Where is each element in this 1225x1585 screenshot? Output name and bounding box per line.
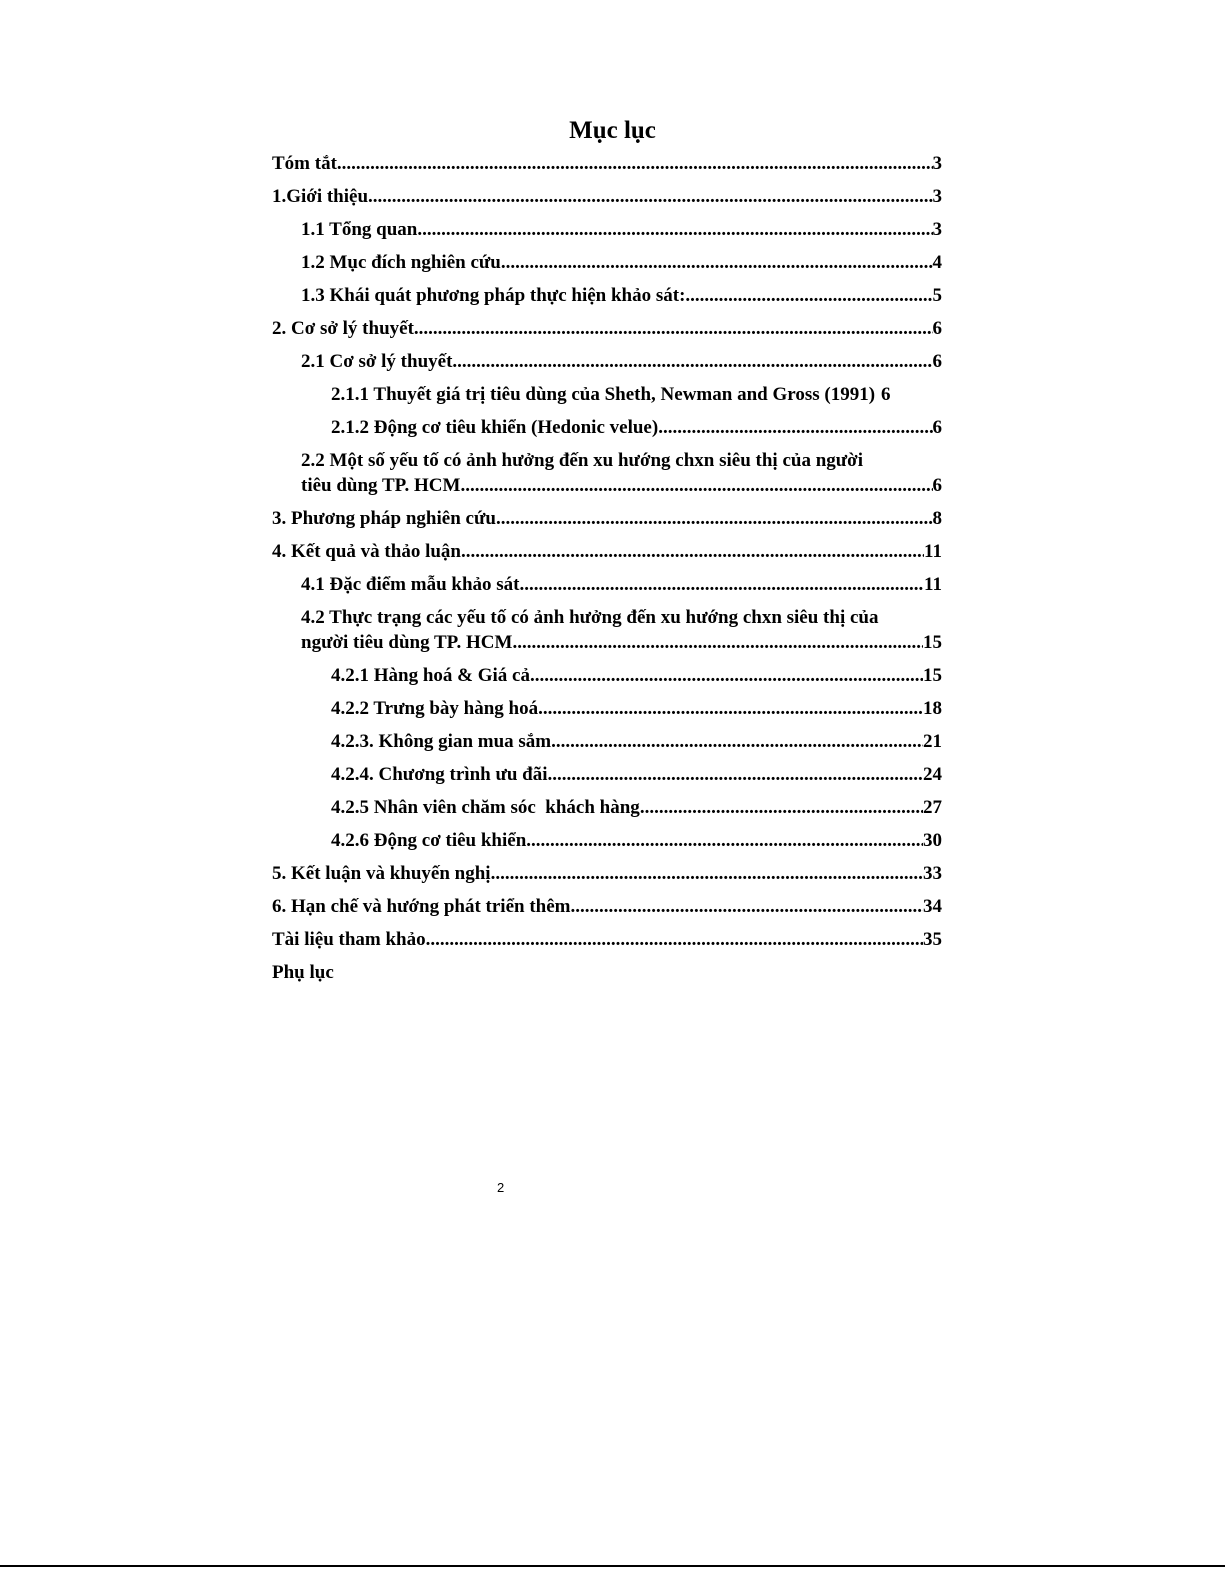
toc-entry-text: Phụ lục	[272, 962, 334, 983]
toc-page-number: 33	[923, 863, 942, 884]
toc-entry-text: 1.3 Khái quát phương pháp thực hiện khảo sát:	[301, 285, 686, 306]
toc-leader-dots	[460, 473, 932, 498]
toc-page-number: 24	[923, 764, 942, 785]
toc-page-number: 15	[923, 665, 942, 686]
toc-leader-dots	[426, 927, 923, 952]
toc-page-number: 6	[932, 318, 942, 339]
toc-page-number: 3	[932, 153, 942, 174]
toc-entry-hang-hoa-gia-ca[interactable]	[272, 663, 942, 688]
toc-entry-text: 4.2.2 Trưng bày hàng hoá	[331, 698, 539, 719]
toc-entry-text: 4. Kết quả và thảo luận	[272, 541, 461, 562]
toc-entry-text: 2. Cơ sở lý thuyết	[272, 318, 414, 339]
toc-entry-text: 1.1 Tổng quan	[301, 219, 418, 240]
toc-entry-thuc-trang[interactable]	[272, 605, 942, 655]
toc-leader-dots	[512, 630, 923, 655]
toc-entry-phu-luc[interactable]	[272, 960, 942, 985]
toc-entry-text: 1.2 Mục đích nghiên cứu	[301, 252, 501, 273]
toc-leader-dots	[520, 572, 925, 597]
toc-entry-dong-co-tieu-khien-2[interactable]	[272, 828, 942, 853]
toc-leader-dots	[452, 349, 932, 374]
page-bottom-border	[0, 1565, 1225, 1567]
toc-entry-text: Tóm tắt	[272, 153, 337, 174]
toc-page-number: 4	[932, 252, 942, 273]
toc-page-number: 5	[932, 285, 942, 306]
toc-entry-trung-bay[interactable]	[272, 696, 942, 721]
toc-page-number: 18	[923, 698, 942, 719]
toc-leader-dots	[571, 894, 924, 919]
toc-leader-dots	[417, 217, 932, 242]
toc-entry-gioi-thieu[interactable]	[272, 184, 942, 209]
toc-leader-dots	[640, 795, 923, 820]
toc-entry-text: 6. Hạn chế và hướng phát triển thêm	[272, 896, 571, 917]
toc-entry-tom-tat[interactable]	[272, 151, 942, 176]
table-of-contents	[272, 151, 942, 993]
toc-entry-text: 2.1.2 Động cơ tiêu khiển (Hedonic velue)	[331, 417, 659, 438]
toc-leader-dots	[496, 506, 933, 531]
toc-page-number: 3	[932, 219, 942, 240]
toc-entry-phuong-phap[interactable]	[272, 506, 942, 531]
toc-entry-text: 4.2 Thực trạng các yếu tố có ảnh hưởng đến xu hướng chxn siêu thị của	[301, 607, 879, 628]
toc-page-number: 6	[881, 384, 891, 405]
toc-leader-dots	[551, 729, 923, 754]
toc-page-number: 15	[923, 632, 942, 653]
toc-leader-dots	[414, 316, 933, 341]
toc-entry-text: 4.2.5 Nhân viên chăm sóc khách hàng	[331, 797, 640, 818]
toc-entry-dong-co-tieu-khien[interactable]	[272, 415, 942, 440]
toc-entry-text: 4.2.1 Hàng hoá & Giá cả	[331, 665, 530, 686]
toc-entry-text: 5. Kết luận và khuyến nghị	[272, 863, 491, 884]
toc-entry-co-so-ly-thuyet-sub[interactable]	[272, 349, 942, 374]
toc-leader-dots	[548, 762, 923, 787]
toc-entry-mot-so-yeu-to[interactable]	[272, 448, 942, 498]
toc-page-number: 30	[923, 830, 942, 851]
toc-page-number: 11	[924, 541, 942, 562]
toc-entry-tai-lieu[interactable]	[272, 927, 942, 952]
toc-page-number: 27	[923, 797, 942, 818]
toc-entry-text: 4.2.6 Động cơ tiêu khiển	[331, 830, 527, 851]
toc-page-number: 8	[932, 508, 942, 529]
toc-entry-text: 2.2 Một số yếu tố có ảnh hưởng đến xu hướng chxn siêu thị của người	[301, 450, 863, 471]
toc-leader-dots	[530, 663, 923, 688]
toc-entry-muc-dich[interactable]	[272, 250, 942, 275]
toc-leader-dots	[368, 184, 932, 209]
toc-entry-text: Tài liệu tham khảo	[272, 929, 426, 950]
toc-page-number: 6	[932, 417, 942, 438]
toc-entry-ket-luan[interactable]	[272, 861, 942, 886]
toc-entry-thuyet-gia-tri[interactable]	[272, 382, 942, 407]
toc-page-number: 35	[923, 929, 942, 950]
toc-entry-co-so-ly-thuyet[interactable]	[272, 316, 942, 341]
toc-leader-dots	[658, 415, 932, 440]
toc-leader-dots	[491, 861, 923, 886]
toc-page-number: 34	[923, 896, 942, 917]
toc-entry-ket-qua[interactable]	[272, 539, 942, 564]
toc-entry-text-continued: tiêu dùng TP. HCM	[301, 475, 461, 496]
toc-leader-dots	[337, 151, 933, 176]
toc-leader-dots	[501, 250, 933, 275]
toc-entry-tong-quan[interactable]	[272, 217, 942, 242]
toc-entry-text: 2.1 Cơ sở lý thuyết	[301, 351, 453, 372]
page-title: Mục lục	[569, 117, 656, 144]
toc-page-number: 6	[932, 475, 942, 496]
toc-leader-dots	[538, 696, 923, 721]
toc-entry-text: 4.1 Đặc điểm mẫu khảo sát	[301, 574, 520, 595]
toc-entry-text: 1.Giới thiệu	[272, 186, 369, 207]
toc-page-number: 3	[932, 186, 942, 207]
toc-page-number: 6	[932, 351, 942, 372]
page-number: 2	[497, 1180, 505, 1195]
toc-leader-dots	[461, 539, 924, 564]
toc-entry-khong-gian[interactable]	[272, 729, 942, 754]
toc-leader-dots	[526, 828, 923, 853]
toc-entry-chuong-trinh-uu-dai[interactable]	[272, 762, 942, 787]
toc-page-number: 11	[924, 574, 942, 595]
toc-entry-dac-diem-mau[interactable]	[272, 572, 942, 597]
toc-leader-dots	[685, 283, 932, 308]
toc-entry-text-continued: người tiêu dùng TP. HCM	[301, 632, 513, 653]
toc-entry-text: 4.2.3. Không gian mua sắm	[331, 731, 552, 752]
toc-entry-han-che[interactable]	[272, 894, 942, 919]
toc-entry-text: 2.1.1 Thuyết giá trị tiêu dùng của Sheth, Newman and Gross (1991)	[331, 384, 876, 405]
toc-entry-text: 3. Phương pháp nghiên cứu	[272, 508, 496, 529]
toc-entry-text: 4.2.4. Chương trình ưu đãi	[331, 764, 548, 785]
toc-entry-nhan-vien[interactable]	[272, 795, 942, 820]
toc-entry-khai-quat[interactable]	[272, 283, 942, 308]
toc-page-number: 21	[923, 731, 942, 752]
